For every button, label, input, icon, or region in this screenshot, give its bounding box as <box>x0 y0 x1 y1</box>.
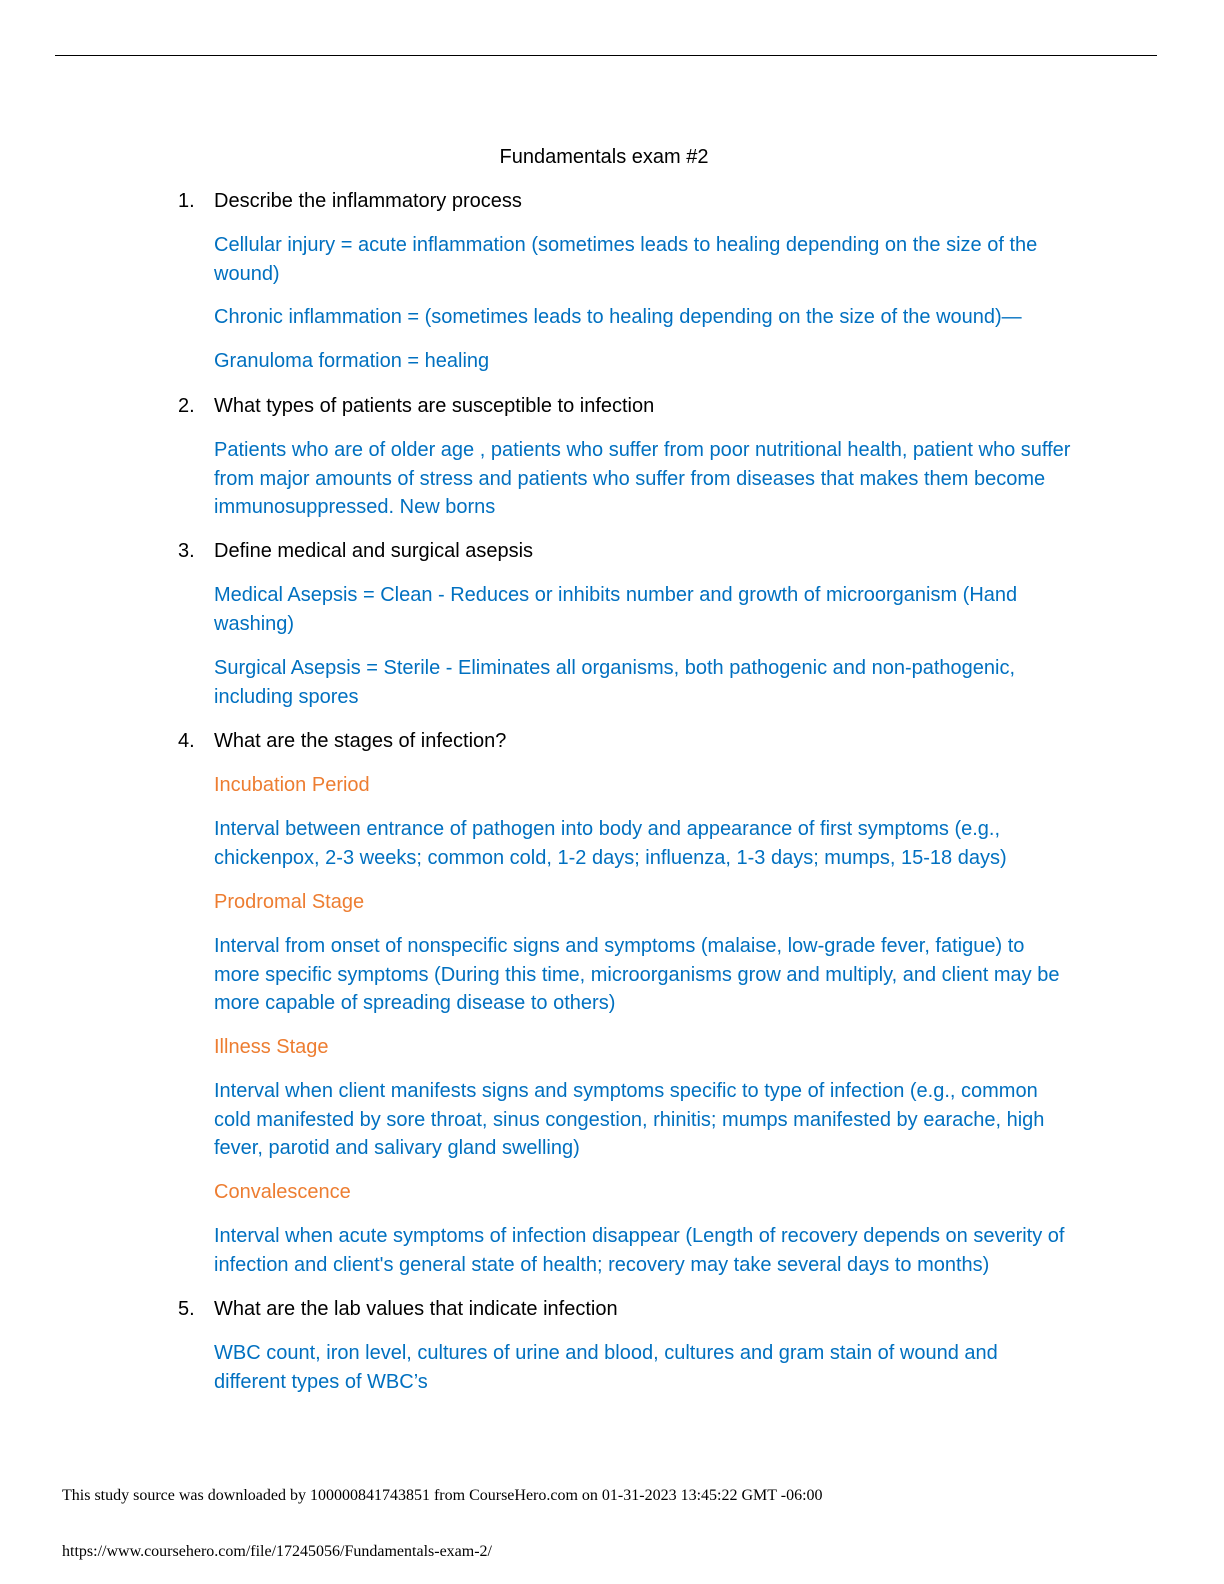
stage-description: Interval between entrance of pathogen into body and appearance of first symptoms (e.g., chickenpox, 2-3 weeks; common cold, 1-2 days; influenza, 1-3 days; mumps, 15-18 days) <box>214 818 1007 869</box>
question-number: 1. <box>178 190 195 212</box>
header-rule <box>55 55 1157 56</box>
stage-heading: Convalescence <box>214 1181 351 1203</box>
question-text: Define medical and surgical asepsis <box>214 540 534 562</box>
stage-description: Interval when acute symptoms of infection disappear (Length of recovery depends on severity of infection and client's general state of health; recovery may take several days to months) <box>214 1225 1065 1276</box>
source-url[interactable]: https://www.coursehero.com/file/17245056/Fundamentals-exam-2/ <box>62 1543 492 1560</box>
answer-text: Cellular injury = acute inflammation (sometimes leads to healing depending on the size of the wound) <box>214 234 1038 285</box>
stage-heading: Illness Stage <box>214 1036 329 1058</box>
answer-text: Medical Asepsis = Clean - Reduces or inhibits number and growth of microorganism (Hand washing) <box>214 584 1018 635</box>
question-number: 3. <box>178 540 195 562</box>
answer-text: Surgical Asepsis = Sterile - Eliminates all organisms, both pathogenic and non-pathogenic, including spores <box>214 657 1016 708</box>
answer-text: Granuloma formation = healing <box>214 350 490 372</box>
stage-heading: Prodromal Stage <box>214 891 365 913</box>
answer-text: Chronic inflammation = (sometimes leads to healing depending on the size of the wound)— <box>214 306 1022 328</box>
answer-text: Patients who are of older age , patients who suffer from poor nutritional health, patient who suffer from major amounts of stress and patients who suffer from diseases that makes them become immunosuppressed. New borns <box>214 439 1071 518</box>
question-number: 2. <box>178 395 195 417</box>
question-number: 4. <box>178 730 195 752</box>
question-text: Describe the inflammatory process <box>214 190 522 212</box>
question-text: What are the stages of infection? <box>214 730 507 752</box>
question-text: What are the lab values that indicate infection <box>214 1298 618 1320</box>
download-notice: This study source was downloaded by 100000841743851 from CourseHero.com on 01-31-2023 13:45:22 GMT -06:00 <box>62 1487 823 1504</box>
stage-description: Interval from onset of nonspecific signs and symptoms (malaise, low-grade fever, fatigue) to more specific symptoms (During this time, microorganisms grow and multiply, and client may be more capable of spreading disease to others) <box>214 935 1060 1014</box>
question-text: What types of patients are susceptible to infection <box>214 395 655 417</box>
stage-heading: Incubation Period <box>214 774 370 796</box>
question-number: 5. <box>178 1298 195 1320</box>
stage-description: Interval when client manifests signs and symptoms specific to type of infection (e.g., common cold manifested by sore throat, sinus congestion, rhinitis; mumps manifested by earache, high fever, parotid and salivary gland swelling) <box>214 1080 1045 1159</box>
document-title: Fundamentals exam #2 <box>499 146 709 168</box>
answer-text: WBC count, iron level, cultures of urine and blood, cultures and gram stain of wound and different types of WBC’s <box>214 1342 998 1393</box>
